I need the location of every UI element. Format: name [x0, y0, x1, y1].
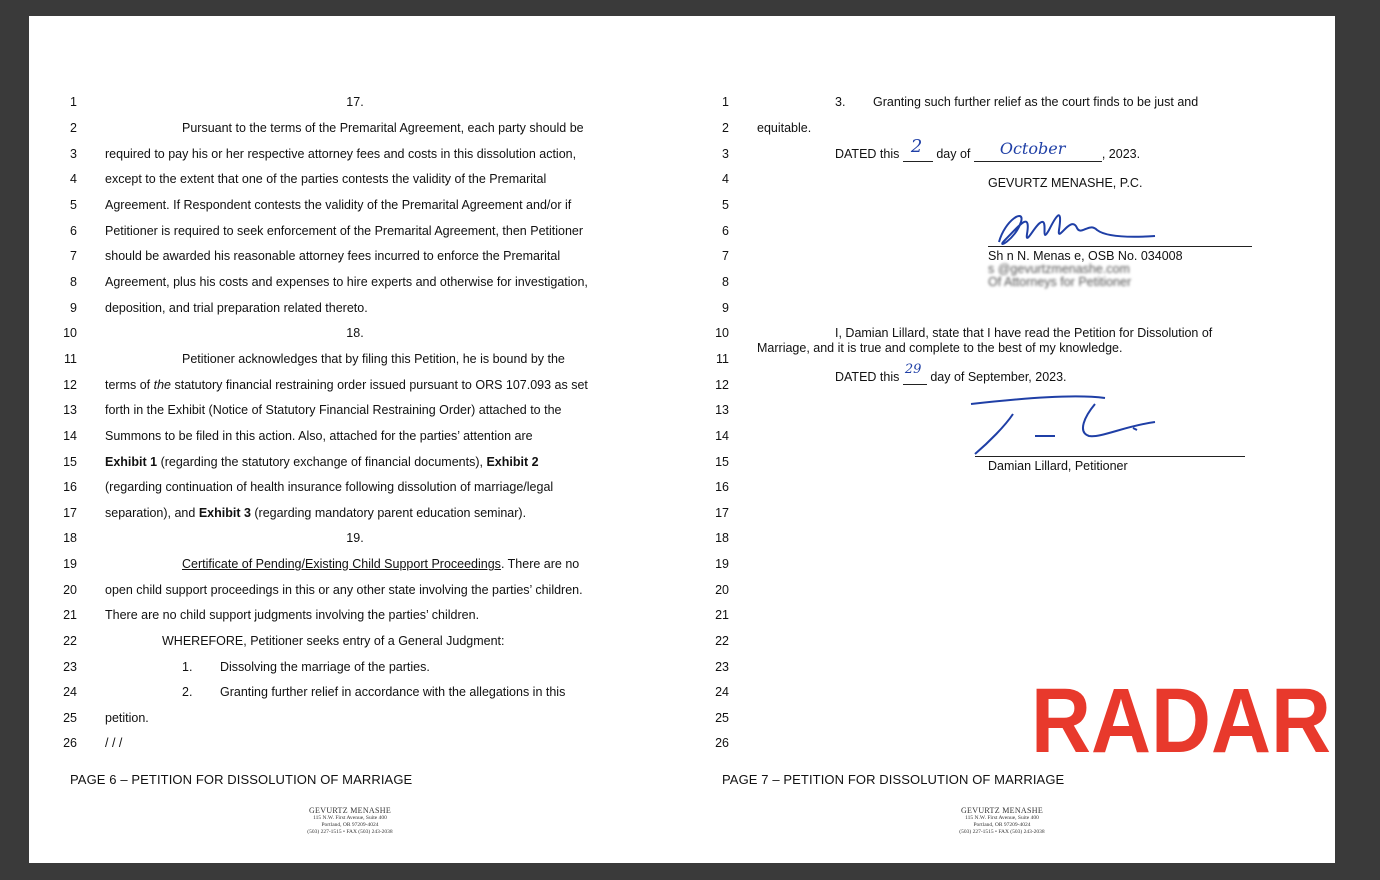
firm-address-line: Portland, OR 97209-4024 — [321, 822, 379, 828]
text-line: except to the extent that one of the parties contests the validity of the Premarital — [105, 172, 547, 186]
line-number: 14 — [715, 429, 729, 443]
line-number: 12 — [715, 378, 729, 392]
text-line: Granting such further relief as the court finds to be just and — [873, 95, 1199, 109]
line-number: 18 — [715, 531, 729, 545]
line-number: 6 — [70, 224, 77, 238]
list-number: 2. — [182, 685, 193, 699]
line-number: 7 — [722, 249, 729, 263]
text-line: open child support proceedings in this or any other state involving the parties’ children. — [105, 583, 583, 597]
firm-address-line: 115 N.W. First Avenue, Suite 400 — [313, 815, 387, 821]
verification-line: Marriage, and it is true and complete to the best of my knowledge. — [757, 341, 1123, 355]
line-number: 16 — [715, 480, 729, 494]
line-number: 20 — [63, 583, 77, 597]
line-number: 7 — [70, 249, 77, 263]
page-7-footer: PAGE 7 – PETITION FOR DISSOLUTION OF MARRIAGE — [722, 772, 1065, 787]
dated-line-petitioner: DATED this 29 day of September, 2023. — [835, 362, 1067, 384]
line-number: 1 — [722, 95, 729, 109]
firm-name: GEVURTZ MENASHE — [960, 806, 1043, 815]
attorney-role: Of Attorneys for Petitioner — [988, 275, 1132, 289]
line-number: 22 — [715, 634, 729, 648]
text-line: / / / — [105, 736, 123, 750]
text-line: Dissolving the marriage of the parties. — [220, 660, 430, 674]
line-number: 9 — [722, 301, 729, 315]
line-number: 5 — [70, 198, 77, 212]
text-line: There are no child support judgments involving the parties’ children. — [105, 608, 480, 622]
line-number: 4 — [722, 172, 729, 186]
petitioner-name: Damian Lillard, Petitioner — [988, 459, 1128, 473]
line-number: 24 — [715, 685, 729, 699]
petitioner-signature — [965, 392, 1165, 460]
signature-line — [988, 246, 1252, 247]
signature-line — [975, 456, 1245, 457]
line-number: 15 — [715, 455, 729, 469]
list-number: 3. — [835, 95, 846, 109]
line-number: 18 — [63, 531, 77, 545]
line-number: 13 — [715, 403, 729, 417]
line-number: 5 — [722, 198, 729, 212]
attorney-name: Sh n N. Menas e, OSB No. 034008 — [988, 249, 1183, 263]
text-line: terms of the statutory financial restraining order issued pursuant to ORS 107.093 as set — [105, 378, 588, 392]
line-number: 2 — [722, 121, 729, 135]
attorney-email: s @gevurtzmenashe.com — [988, 262, 1130, 276]
firm-phone: (503) 227-1515 • FAX (503) 243-2038 — [959, 829, 1045, 835]
law-firm-name: GEVURTZ MENASHE, P.C. — [988, 176, 1143, 190]
line-number: 17 — [715, 506, 729, 520]
text-line: deposition, and trial preparation related thereto. — [105, 301, 368, 315]
line-number: 25 — [715, 711, 729, 725]
dated-line-attorney: DATED this 2 day of October , 2023. — [835, 136, 1141, 161]
text-line: required to pay his or her respective attorney fees and costs in this dissolution action, — [105, 147, 577, 161]
line-number: 8 — [722, 275, 729, 289]
line-number: 10 — [715, 326, 729, 340]
firm-name: GEVURTZ MENASHE — [308, 806, 391, 815]
firm-address-line: 115 N.W. First Avenue, Suite 400 — [965, 815, 1039, 821]
verification-line: I, Damian Lillard, state that I have read the Petition for Dissolution of — [835, 326, 1213, 340]
line-number: 8 — [70, 275, 77, 289]
line-number: 13 — [63, 403, 77, 417]
line-number: 4 — [70, 172, 77, 186]
section-17-heading: 17. — [346, 95, 364, 109]
radar-logo-text: RADAR — [1031, 672, 1331, 762]
firm-address-block — [270, 806, 430, 836]
line-number: 22 — [63, 634, 77, 648]
text-line: Agreement. If Respondent contests the validity of the Premarital Agreement and/or if — [105, 198, 572, 212]
line-number: 21 — [715, 608, 729, 622]
line-number: 20 — [715, 583, 729, 597]
line-number: 19 — [715, 557, 729, 571]
line-number: 24 — [63, 685, 77, 699]
firm-address-line: Portland, OR 97209-4024 — [973, 822, 1031, 828]
text-line: Petitioner is required to seek enforcement of the Premarital Agreement, then Petitioner — [105, 224, 584, 238]
line-number: 26 — [715, 736, 729, 750]
list-number: 1. — [182, 660, 193, 674]
text-line: petition. — [105, 711, 149, 725]
page-6-footer: PAGE 6 – PETITION FOR DISSOLUTION OF MARRIAGE — [70, 772, 413, 787]
text-line: forth in the Exhibit (Notice of Statutory Financial Restraining Order) attached to the — [105, 403, 562, 417]
text-line: (regarding continuation of health insurance following dissolution of marriage/legal — [105, 480, 554, 494]
line-number: 6 — [722, 224, 729, 238]
section-19-heading: 19. — [346, 531, 364, 545]
line-number: 3 — [722, 147, 729, 161]
line-number: 17 — [63, 506, 77, 520]
line-number: 12 — [63, 378, 77, 392]
line-number: 14 — [63, 429, 77, 443]
text-line: Pursuant to the terms of the Premarital Agreement, each party should be — [182, 121, 584, 135]
text-line: Agreement, plus his costs and expenses to hire experts and otherwise for investigation, — [105, 275, 588, 289]
radar-logo — [1028, 672, 1334, 762]
text-line: Certificate of Pending/Existing Child Support Proceedings. There are no — [182, 557, 580, 571]
line-number: 25 — [63, 711, 77, 725]
line-number: 19 — [63, 557, 77, 571]
text-line: Exhibit 1 (regarding the statutory exchange of financial documents), Exhibit 2 — [105, 455, 539, 469]
firm-phone: (503) 227-1515 • FAX (503) 243-2038 — [307, 829, 393, 835]
text-line: WHEREFORE, Petitioner seeks entry of a General Judgment: — [162, 634, 505, 648]
text-line: Petitioner acknowledges that by filing this Petition, he is bound by the — [182, 352, 565, 366]
firm-address-block — [922, 806, 1082, 836]
text-line: equitable. — [757, 121, 812, 135]
line-number: 11 — [716, 352, 729, 366]
section-18-heading: 18. — [346, 326, 364, 340]
line-number: 1 — [70, 95, 77, 109]
line-number: 9 — [70, 301, 77, 315]
text-line: separation), and Exhibit 3 (regarding mandatory parent education seminar). — [105, 506, 527, 520]
line-number: 23 — [63, 660, 77, 674]
line-number: 26 — [63, 736, 77, 750]
text-line: should be awarded his reasonable attorney fees incurred to enforce the Premarital — [105, 249, 561, 263]
line-number: 23 — [715, 660, 729, 674]
line-number: 11 — [64, 352, 77, 366]
line-number: 15 — [63, 455, 77, 469]
line-number: 16 — [63, 480, 77, 494]
line-number: 21 — [63, 608, 77, 622]
line-number: 2 — [70, 121, 77, 135]
line-number: 10 — [63, 326, 77, 340]
text-line: Granting further relief in accordance with the allegations in this — [220, 685, 566, 699]
line-number: 3 — [70, 147, 77, 161]
text-line: Summons to be filed in this action. Also, attached for the parties’ attention are — [105, 429, 533, 443]
